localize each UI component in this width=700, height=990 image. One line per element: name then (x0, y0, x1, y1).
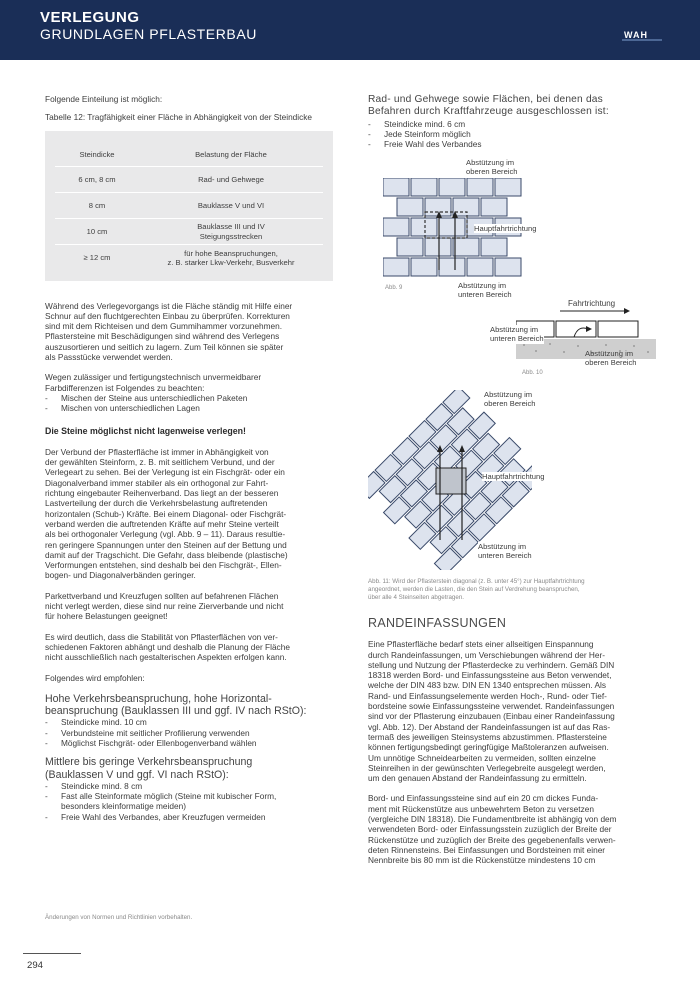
list-item-text: Freie Wahl des Verbandes, aber Kreuzfugen vermeiden (61, 811, 266, 822)
list-item: - Jede Steinform möglich (368, 128, 471, 139)
intro-text: Folgende Einteilung ist möglich: (45, 94, 163, 104)
table-row (55, 219, 323, 245)
section-title-randeinfassungen: RANDEINFASSUNGEN (368, 616, 507, 630)
list-item: - Fast alle Steinformate möglich (Steine mit kubischer Form, besonders kleinformatige meiden) (45, 791, 277, 812)
load-table (55, 143, 323, 271)
table-cell: ≥ 12 cm (83, 253, 111, 263)
bike-paths-list (368, 119, 658, 150)
list-item: - Verbundsteine mit seitlicher Profilierung verwenden (45, 727, 250, 738)
table-cell: 8 cm (55, 193, 139, 219)
fig9-label-bottom: Abstützung im unteren Bereich (458, 281, 512, 300)
header-subtitle: GRUNDLAGEN PFLASTERBAU (40, 26, 258, 42)
list-item-text: Möglichst Fischgrät- oder Ellenbogenverband wählen (61, 737, 257, 748)
paragraph-recommended: Folgendes wird empfohlen: (45, 672, 145, 683)
mixing-list (45, 393, 335, 414)
fig11-label-mid: Hauptfahrtrichtung (482, 472, 545, 481)
right-column-bottom (368, 618, 660, 866)
footer-note: Änderungen von Normen und Richtlinien vorbehalten. (45, 914, 193, 921)
list-item-text: Steindicke mind. 6 cm (384, 118, 466, 129)
list-item: - Freie Wahl des Verbandes, aber Kreuzfugen vermeiden (45, 811, 266, 822)
left-column (45, 94, 335, 822)
table-caption: Tabelle 12: Tragfähigkeit einer Fläche in Abhängigkeit von der Steindicke (45, 112, 313, 123)
list-item-text: Steindicke mind. 10 cm (61, 717, 147, 728)
list-item-text: Verbundsteine mit seitlicher Profilierung verwenden (61, 727, 250, 738)
medium-load-list (45, 781, 335, 822)
fig9-label-mid: Hauptfahrtrichtung (474, 224, 537, 233)
table-cell: für hohe Beanspruchungen, z. B. starker Lkw-Verkehr, Busverkehr (167, 248, 295, 267)
paragraph-parquet: Parkettverband und Kreuzfugen sollten auf befahrenen Flächen nicht verlegt werden, diese sind nur reine Zierverbande und nicht für hohere Belastungen geeignet! (45, 590, 284, 622)
list-item: - Steindicke mind. 10 cm (45, 717, 147, 728)
list-item: - Freie Wahl des Verbandes (368, 139, 482, 150)
table-cell: 6 cm, 8 cm (55, 167, 139, 193)
paragraph-laying: Während des Verlegevorgangs ist die Fläche ständig mit Hilfe einer Schnur auf den fluchtgerechten Einbau zu überprüfen. Korrekturen sind mit dem Richteisen und dem Gummihammer vorzunehmen. Pflastersteine mit Beschädigungen sind während des Verlegens auszusortieren und seitlich zu lagern. Zum Teil können sie später als Passstücke verwendet werden. (45, 300, 293, 363)
table-cell: Bauklasse V und VI (139, 193, 323, 219)
table-header-cell: Steindicke (55, 143, 139, 167)
list-item-text: Jede Steinform möglich (384, 128, 471, 139)
subheading-medium-load: Mittlere bis geringe Verkehrsbeanspruchung (Bauklassen V und ggf. VI nach RStO): (45, 756, 253, 781)
right-column-top (368, 94, 658, 149)
list-item-text: Steindicke mind. 8 cm (61, 780, 143, 791)
table-cell: Bauklasse III und IV Steigungsstrecken (139, 219, 323, 245)
list-item: - Steindicke mind. 6 cm (368, 118, 466, 129)
footer-divider (23, 953, 81, 954)
list-item: - Mischen der Steine aus unterschiedlichen Paketen (45, 392, 248, 403)
fig11-label-bottom: Abstützung im unteren Bereich (478, 542, 532, 561)
list-item: - Steindicke mind. 8 cm (45, 780, 143, 791)
table-header-cell: Belastung der Fläche (139, 143, 323, 167)
fig11-caption: Abb. 11: Wird der Pflasterstein diagonal (z. B. unter 45°) zur Hauptfahrtrichtung angeordnet, werden die Lasten, die den Stein auf Verdrehung beanspruchen, über alle 4 Steinseiten abgetragen. (368, 578, 585, 601)
fig10-label-left: Abstützung im unteren Bereich (490, 325, 544, 344)
table-cell: Rad- und Gehwege (139, 167, 323, 193)
paragraph-edging-2: Bord- und Einfassungssteine sind auf ein 20 cm dickes Funda- ment mit Rückenstütze aus unbewehrtem Beton zu versetzen (vergleiche DIN 18318). Die Fundamentbreite ist abhängig von dem verwendeten Bord- oder Einfassungsstein zuzüglich der Breite der Rückenstütze und zuzüglich der Breite des gegebenenfalls verwen- deten Rinnensteins. Bei Einfassungen und Bordsteinen mit einer Nennbreite bis 80 mm ist die Rückenstütze mindestens 10 cm (368, 793, 617, 866)
list-item-text: Fast alle Steinformate möglich (Steine mit kubischer Form, besonders kleinformatige meiden) (61, 791, 277, 812)
logo-text: WAH (624, 30, 648, 40)
page-number: 294 (27, 960, 44, 971)
page-header (0, 0, 700, 60)
table-cell: 10 cm (55, 219, 139, 245)
list-item: - Möglichst Fischgrät- oder Ellenbogenverband wählen (45, 737, 257, 748)
fig9-number: Abb. 9 (385, 285, 403, 291)
table-row (55, 245, 323, 271)
table-row (55, 167, 323, 193)
list-item: - Mischen von unterschiedlichen Lagen (45, 403, 200, 414)
subheading-high-load: Hohe Verkehrsbeanspruchung, hohe Horizontal- beanspruchung (Bauklassen III und ggf. IV nach RStO): (45, 692, 307, 718)
load-table-box (45, 131, 333, 281)
fig10-label-right: Abstützung im oberen Bereich (585, 349, 637, 368)
paragraph-stability: Es wird deutlich, dass die Stabilität von Pflasterflächen von ver- schiedenen Faktoren abhängt und deshalb die Planung der Fläche nicht ausschließlich nach gestalterischen Aspekten erfolgen kann. (45, 631, 290, 663)
paragraph-edging-1: Eine Pflasterfläche bedarf stets einer allseitigen Einspannung durch Randeinfassungen, um Verschiebungen während der Her- stellung und Nutzung der Pflasterdecke zu verhindern. Gemäß DIN 18318 werden Bord- und Einfassungssteine aus Beton verwendet, welche der DIN 483 bzw. DIN EN 1340 entsprechen müssen. Als Rand- und Einfassungselemente werden Hoch-, Rund- oder Tief- bordsteine sowie Einfassungssteine verwendet. Randeinfassungen sind vor der Pflasterung einzubauen (Einbau einer Randeinfassung vgl. Abb. 12). Der Abstand der Randeinfassungen ist auf das Ras- termaß des jeweiligen Steinsystems abzustimmen. Pflastersteine können fertigungsbedingt geringfügige Maßtoleranzen aufweisen. Um unnötige Schneidearbeiten zu vermeiden, sollten einzelne Steinreihen in der gewünschten Verlegebreite ausgelegt werden, um den genauen Abstand der Randeinfassung zu ermitteln. (368, 639, 615, 784)
header-title: VERLEGUNG (40, 9, 140, 26)
paragraph-bond: Der Verbund der Pflasterfläche ist immer in Abhängigkeit von der gewählten Steinform, z. B. mit seitlichem Verbund, und der Verlegeart zu sehen. Bei der Verlegung ist ein Fischgrät- oder ein Diagonalverband immer stabiler als ein orthogonal zur Fahrt- richtung eingebauter Reihenverband. Das liegt an der besseren Lastverteilung der durch die Verkehrsbelastung auftretenden horizontalen (Schub-) Kräfte. Bei einem Diagonal- oder Fischgrät- verband werden die auftretenden Kräfte auf mehr Steine verteilt als bei orthogonaler Verlegung (vgl. Abb. 9 – 11). Daraus resultie- ren geringere Spannungen unter den Steinen auf der Bettung und damit auf der Tragschicht. Die Gefahr, dass bleibende (plastische) Verformungen entstehen, sind deshalb bei den Fischgrät-, Ellen- bogen- und Diagonalverbänden geringer. (45, 446, 288, 581)
paragraph-color-differences: Wegen zulässiger und fertigungstechnisch unvermeidbarer Farbdifferenzen ist Folgendes zu beachten: (45, 372, 262, 393)
fig9-label-top: Abstützung im oberen Bereich (466, 158, 518, 177)
fig11-label-top: Abstützung im oberen Bereich (484, 390, 536, 409)
high-load-list (45, 717, 335, 748)
table-row (55, 193, 323, 219)
list-item-text: Freie Wahl des Verbandes (384, 139, 482, 150)
list-item-text: Mischen von unterschiedlichen Lagen (61, 403, 200, 414)
list-item-text: Mischen der Steine aus unterschiedlichen Paketen (61, 392, 248, 403)
fig10-direction-label: Fahrtrichtung (568, 299, 616, 308)
bike-paths-heading: Rad- und Gehwege sowie Flächen, bei denen das Befahren durch Kraftfahrzeuge ausgeschlossen ist: (368, 94, 609, 118)
fig10-number: Abb. 10 (522, 370, 543, 376)
warning-heading: Die Steine möglichst nicht lagenweise verlegen! (45, 425, 246, 436)
table-header-row (55, 143, 323, 167)
